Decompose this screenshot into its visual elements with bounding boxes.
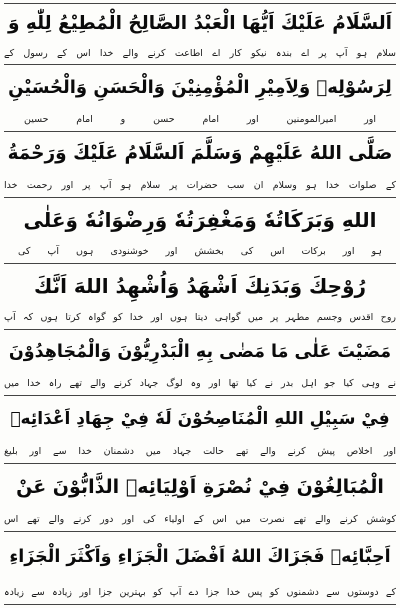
- urdu-translation-8: کوشش کرنے والے تھے نصرت میں اس کے اولیاء کی اور دور کرنے والے تھے اس: [4, 514, 396, 525]
- arabic-line-4: اللهِ وَبَرَكَاتُهٗ وَمَغْفِرَتُهٗ وَرِضْوَانُهٗ وَعَلٰى: [23, 208, 377, 232]
- urdu-translation-3: کے صلوات خدا ہو وسلام ان سب حضرات پر سلام ہو آپ پر اور رحمت خدا: [4, 180, 396, 191]
- arabic-line-7: فِيْ سَبِيْلِ اللهِ الْمُنَاصِحُوْنَ لَهٗ فِيْ جِهَادِ اَعْدَائِهٖ: [10, 409, 390, 429]
- urdu-translation-4: ہو اور برکات اس کی بخشش اور خوشنودی ہوں آپ کی: [18, 246, 382, 257]
- arabic-line-6: مَضَيْتَ عَلٰى مَا مَضٰى بِهِ الْبَدْرِيُّوْنَ وَالْمُجَاهِدُوْنَ: [8, 342, 392, 362]
- urdu-translation-5: روح اقدس وجسم مطہر پر میں گواہی دیتا ہوں اور خدا کو گواہ کرتا ہوں کہ آپ: [4, 312, 396, 323]
- rule-3: [4, 197, 396, 198]
- arabic-line-9: اَحِبَّائِهٖ فَجَزَاكَ اللهُ اَفْضَلَ الْجَزَاءِ وَاَكْثَرَ الْجَزَاءِ: [9, 547, 391, 567]
- rule-4: [4, 263, 396, 264]
- urdu-translation-7: اور اخلاص پیش کرنے والے تھے حالت جہاد میں دشمنان خدا سے اور بلیغ: [4, 446, 396, 457]
- rule-2: [4, 131, 396, 132]
- arabic-line-8: الْمُبَالِغُوْنَ فِيْ نُصْرَةِ اَوْلِيَائِهٖ الذَّابُّوْنَ عَنْ: [16, 476, 384, 498]
- urdu-translation-6: نے وہی کیا جو اہل بدر نے کیا تھا اور وہ لوگ جہاد کرنے والے تھے راہ خدا میں: [4, 378, 396, 389]
- rule-6: [4, 395, 396, 396]
- arabic-line-2: لِرَسُوْلِهٖ وَلِاَمِيْرِ الْمُؤْمِنِيْنَ وَالْحَسَنِ وَالْحُسَيْنِ: [8, 77, 392, 98]
- urdu-translation-9: کے دوستوں سے دشمنوں کو پس خدا جزا دے آپ کو بہترین جزا اور زیادہ سے زیادہ: [4, 587, 396, 598]
- rule-7: [4, 463, 396, 464]
- bottom-rule: [4, 604, 396, 605]
- rule-5: [4, 329, 396, 330]
- urdu-translation-2: اور امیرالمومنین اور امام حسن و امام حسین: [24, 114, 376, 125]
- arabic-line-5: رُوْحِكَ وَبَدَنِكَ اَشْهَدُ وَاُشْهِدُ اللهَ اَنَّكَ: [33, 274, 367, 298]
- urdu-translation-1: سلام ہو آپ پر اے بندہ نیکو کار اے اطاعت کرنے والے خدا اس کے رسول کے: [4, 48, 396, 59]
- rule-8: [4, 531, 396, 532]
- arabic-line-3: صَلَّى اللهُ عَلَيْهِمْ وَسَلَّمَ اَلسَّلَامُ عَلَيْكَ وَرَحْمَةُ: [7, 143, 393, 164]
- arabic-line-1: اَلسَّلَامُ عَلَيْكَ اَيُّهَا الْعَبْدُ الصَّالِحُ الْمُطِيْعُ لِلّٰهِ وَ: [7, 13, 393, 34]
- rule-1: [4, 64, 396, 65]
